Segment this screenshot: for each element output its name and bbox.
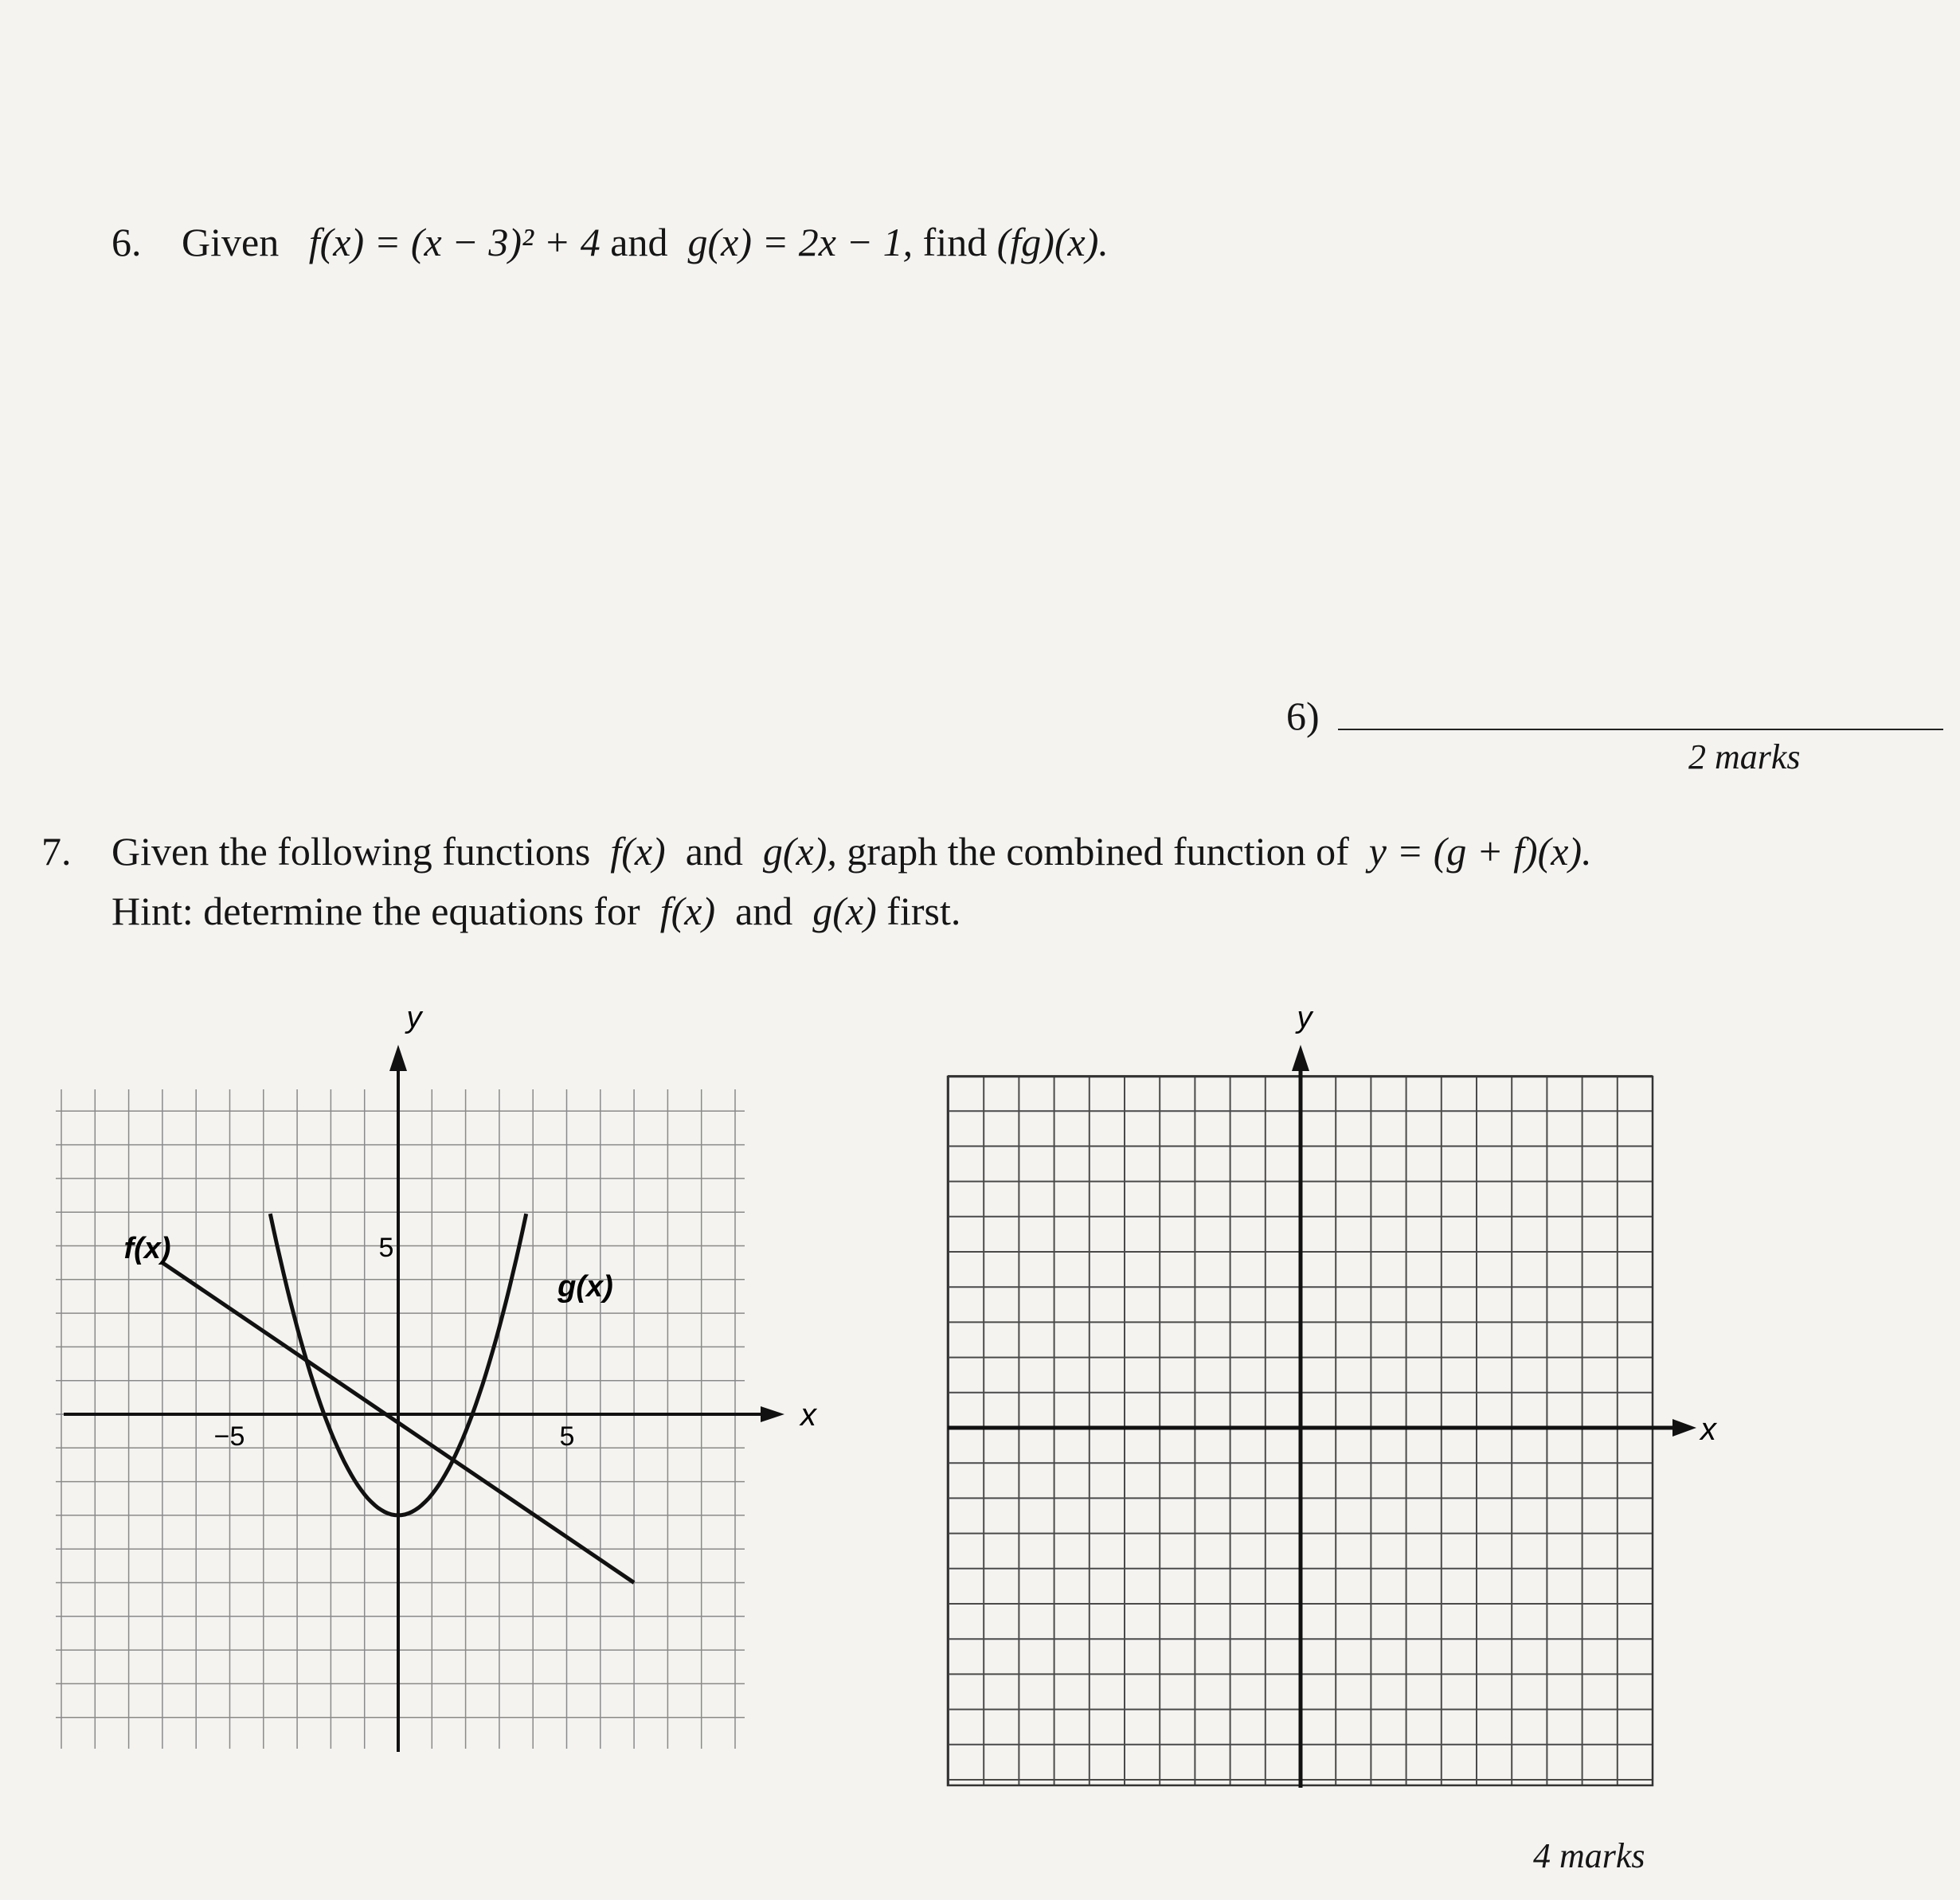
answer-axes — [948, 1045, 1696, 1788]
question-6-find: find — [922, 220, 988, 264]
answer-y-arrow — [1292, 1045, 1309, 1071]
right-y-axis-label: y — [1297, 1001, 1313, 1034]
hint-suffix: first. — [886, 889, 961, 933]
question-7-f: f(x) — [610, 829, 666, 874]
question-7-and: and — [685, 829, 743, 874]
question-6-and: and — [610, 220, 668, 264]
g-curve-label: g(x) — [557, 1270, 613, 1304]
left-x-axis-label: x — [800, 1398, 816, 1433]
right-x-axis-label: x — [1700, 1412, 1716, 1447]
hint-g: g(x) — [812, 889, 877, 933]
left-grid — [56, 1089, 745, 1749]
question-7-combined: y = (g + f)(x). — [1368, 829, 1592, 874]
left-axes — [64, 1045, 784, 1752]
hint-f: f(x) — [659, 889, 716, 933]
left-y-arrow — [389, 1045, 407, 1071]
answer-label-6: 6) — [1286, 694, 1320, 738]
marks-6: 2 marks — [1688, 737, 1801, 776]
f-curve-label: f(x) — [123, 1232, 171, 1265]
question-6-number: 6. — [111, 220, 142, 264]
question-7-g: g(x), — [762, 829, 837, 874]
left-tick-neg5: −5 — [213, 1421, 245, 1452]
question-7-graph-text: graph the combined function of — [847, 829, 1349, 874]
left-tick-y5: 5 — [378, 1233, 394, 1263]
left-tick-pos5: 5 — [559, 1421, 575, 1452]
question-6-f-definition: f(x) = (x − 3)² + 4 — [308, 220, 601, 264]
question-6-given: Given — [182, 220, 280, 264]
question-6-g-definition: g(x) = 2x − 1, — [687, 220, 913, 264]
question-7-number: 7. — [41, 829, 72, 874]
question-6-target: (fg)(x). — [996, 220, 1109, 264]
marks-7: 4 marks — [1533, 1836, 1645, 1875]
hint-and: and — [735, 889, 793, 933]
left-y-axis-label: y — [406, 1001, 422, 1034]
question-7-given: Given the following functions — [111, 829, 591, 874]
answer-x-arrow — [1672, 1419, 1696, 1437]
hint-prefix: Hint: determine the equations for — [111, 889, 640, 933]
left-x-arrow — [761, 1406, 784, 1422]
